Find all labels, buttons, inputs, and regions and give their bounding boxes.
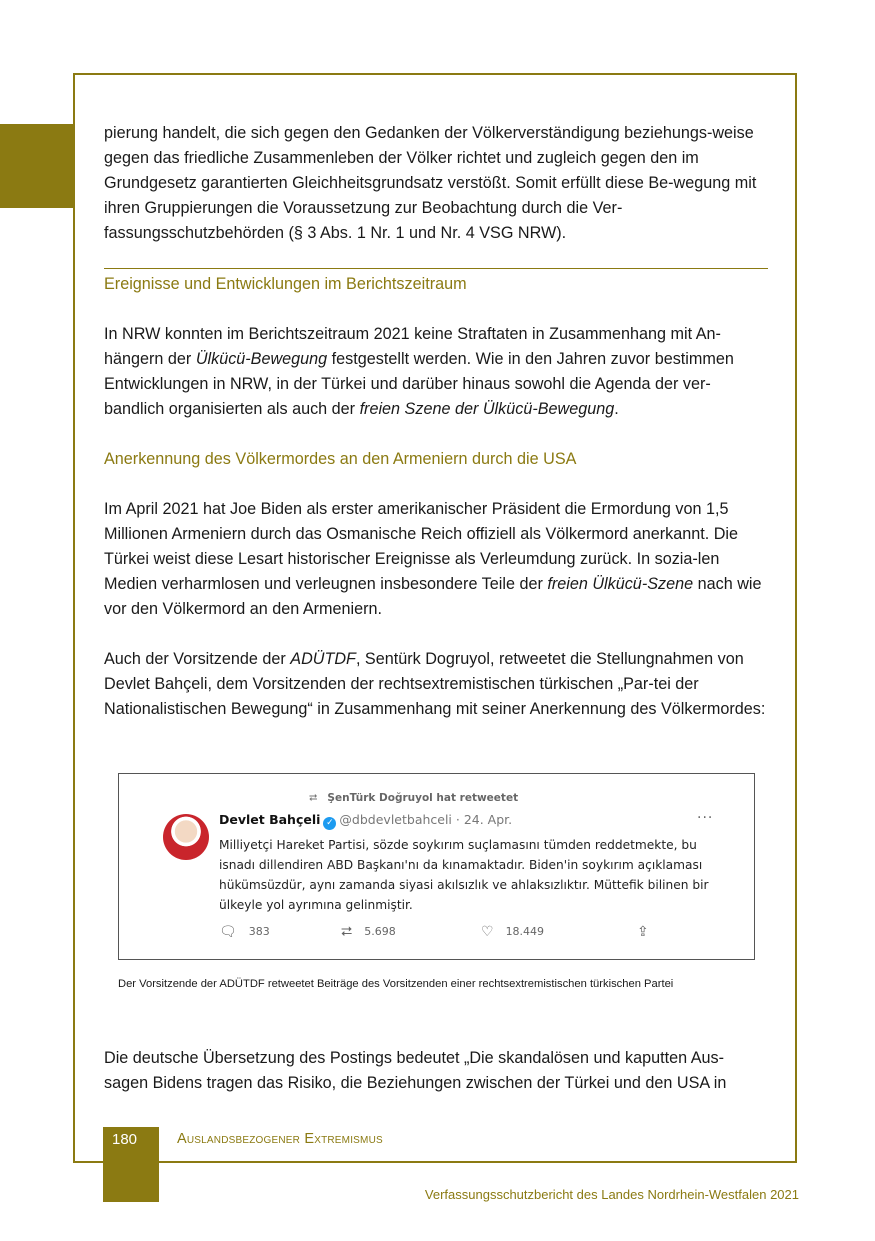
report-footer: Verfassungsschutzbericht des Landes Nordrhein-Westfalen 2021 (424, 1187, 799, 1202)
figure-caption: Der Vorsitzende der ADÜTDF retweetet Beiträge des Vorsitzenden einer rechtsextremistischen türkischen Partei (118, 978, 674, 990)
tweet (119, 774, 754, 959)
retweet-icon: ⮂ (309, 792, 318, 804)
tweet-author-row (219, 812, 512, 830)
tweet-author: Devlet Bahçeli (219, 812, 321, 827)
share-action (637, 924, 661, 940)
like-action (481, 924, 544, 940)
page-number: 180 (112, 1131, 138, 1148)
tweet-text: Milliyetçi Hareket Partisi, sözde soykırım suçlamasını tümden reddetmekte, bu isnadı dillendiren ABD Başkanı'nı da kınamaktadır. Biden'in soykırım açıklaması hükümsüzdür, aynı zamanda siyasi akılsızlık ve ahlaksızlıktır. Müttefik bilinen bir ülkeyle yol ayrımına gelinmiştir. (219, 838, 709, 912)
retweet-count-icon: ⮂ (341, 924, 353, 940)
like-count: 18.449 (505, 925, 545, 938)
retweet-count: 5.698 (364, 925, 396, 938)
intro-paragraph: pierung handelt, die sich gegen den Gedanken der Völkerverständigung beziehungs-weise gegen das friedliche Zusammenleben der Völker richtet und zugleich gegen den im Grundgesetz garantierten Gleichheitsgrundsatz verstößt. Somit erfüllt diese Be-wegung mit ihren Gruppierungen die Voraussetzung zur Beobachtung durch die Ver-fassungsschutzbehörden (§ 3 Abs. 1 Nr. 1 und Nr. 4 VSG NRW). (104, 124, 757, 242)
tweet-handle-date: @dbdevletbahceli · 24. Apr. (339, 812, 513, 827)
reply-count: 383 (248, 925, 270, 938)
verified-icon: ✓ (323, 817, 336, 830)
side-tab-marker (0, 124, 75, 208)
share-icon: ⇪ (637, 924, 649, 940)
heart-icon: ♡ (481, 924, 494, 940)
more-icon: ··· (697, 810, 714, 826)
translation-paragraph: Die deutsche Übersetzung des Postings bedeutet „Die skandalösen und kaputten Aus-sagen Bidens tragen das Risiko, die Beziehungen zwischen der Türkei und den USA in (104, 1049, 727, 1092)
events-paragraph: In NRW konnten im Berichtszeitraum 2021 keine Straftaten in Zusammenhang mit An-hängern der Ülkücü-Bewegung festgestellt werden. Wie in den Jahren zuvor bestimmen Entwicklungen in NRW, in der Türkei und darüber hinaus sowohl die Agenda der ver-bandlich organisierten als auch der freien Szene der Ülkücü-Bewegung. (104, 325, 734, 418)
section-heading-armenia: Anerkennung des Völkermordes an den Armeniern durch die USA (104, 450, 577, 468)
reply-action (219, 924, 270, 940)
avatar (163, 814, 209, 860)
armenia-paragraph: Im April 2021 hat Joe Biden als erster amerikanischer Präsident die Ermordung von 1,5 Millionen Armeniern durch das Osmanische Reich offiziell als Völkermord anerkannt. Die Türkei weist diese Lesart historischer Ereignisse als Verleumdung zurück. In sozia-len Medien verharmlosen und verleugnen insbesondere Teile der freien Ülkücü-Szene nach wie vor den Völkermord an den Armeniern. (104, 500, 762, 618)
running-section-title: Auslandsbezogener Extremismus (177, 1131, 383, 1147)
tweet-screenshot (118, 773, 755, 960)
retweet-paragraph: Auch der Vorsitzende der ADÜTDF, Sentürk Dogruyol, retweetet die Stellungnahmen von Devlet Bahçeli, dem Vorsitzenden der rechtsextremistischen türkischen „Par-tei der Nationalistischen Bewegung“ in Zusammenhang mit seiner Anerkennung des Völkermordes: (104, 650, 766, 718)
main-content (104, 121, 768, 722)
retweet-note: ⮂ ŞenTürk Doğruyol hat retweetet (309, 792, 519, 804)
reply-icon: 🗨 (219, 924, 237, 940)
section-heading-events: Ereignisse und Entwicklungen im Berichtszeitraum (104, 275, 467, 293)
retweet-action (341, 924, 396, 940)
